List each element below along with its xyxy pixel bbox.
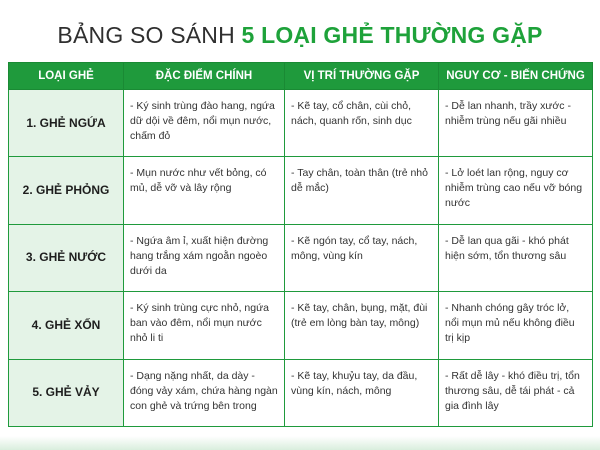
row-risk: - Dễ lan qua gãi - khó phát hiện sớm, tổn thương sâu [439, 224, 593, 291]
row-features: - Ký sinh trùng đào hang, ngứa dữ dội về đêm, nổi mụn nước, chấm đỏ [124, 90, 285, 157]
row-location: - Tay chân, toàn thân (trẻ nhỏ dễ mắc) [285, 157, 439, 224]
table-row [9, 224, 593, 291]
footer-gradient-bar [0, 436, 600, 450]
header-features: ĐẶC ĐIỂM CHÍNH [124, 63, 285, 90]
comparison-table-wrapper [8, 62, 592, 427]
row-location: - Kẽ tay, khuỷu tay, da đầu, vùng kín, nách, mông [285, 359, 439, 426]
header-type: LOẠI GHẺ [9, 63, 124, 90]
title-accent: 5 LOẠI GHẺ THƯỜNG GẶP [241, 22, 543, 48]
row-name: 1. GHẺ NGỨA [9, 90, 124, 157]
comparison-table [8, 62, 593, 427]
row-features: - Dạng nặng nhất, da dày - đóng vảy xám, chứa hàng ngàn con ghẻ và trứng bên trong [124, 359, 285, 426]
row-features: - Ký sinh trùng cực nhỏ, ngứa ban vào đêm, nổi mụn nước nhỏ li ti [124, 292, 285, 359]
row-risk: - Dễ lan nhanh, trầy xước - nhiễm trùng nếu gãi nhiều [439, 90, 593, 157]
row-features: - Mụn nước như vết bỏng, có mủ, dễ vỡ và lây rộng [124, 157, 285, 224]
row-name: 3. GHẺ NƯỚC [9, 224, 124, 291]
row-location: - Kẽ ngón tay, cổ tay, nách, mông, vùng kín [285, 224, 439, 291]
table-header-row [9, 63, 593, 90]
row-risk: - Lở loét lan rộng, nguy cơ nhiễm trùng cao nếu vỡ bóng nước [439, 157, 593, 224]
page-title [0, 22, 600, 49]
row-risk: - Rất dễ lây - khó điều trị, tổn thương sâu, dễ tái phát - cả gia đình lây [439, 359, 593, 426]
row-name: 4. GHẺ XỐN [9, 292, 124, 359]
table-row [9, 90, 593, 157]
row-location: - Kẽ tay, cổ chân, cùi chỏ, nách, quanh rốn, sinh dục [285, 90, 439, 157]
title-prefix: BẢNG SO SÁNH [57, 22, 242, 48]
row-features: - Ngứa âm ỉ, xuất hiện đường hang trắng xám ngoằn ngoèo dưới da [124, 224, 285, 291]
header-location: VỊ TRÍ THƯỜNG GẶP [285, 63, 439, 90]
row-name: 2. GHẺ PHỎNG [9, 157, 124, 224]
header-risk: NGUY CƠ - BIẾN CHỨNG [439, 63, 593, 90]
table-row [9, 292, 593, 359]
row-name: 5. GHẺ VẢY [9, 359, 124, 426]
row-location: - Kẽ tay, chân, bụng, mặt, đùi (trẻ em lòng bàn tay, mông) [285, 292, 439, 359]
row-risk: - Nhanh chóng gây tróc lở, nổi mụn mủ nếu không điều trị kịp [439, 292, 593, 359]
table-row [9, 157, 593, 224]
table-row [9, 359, 593, 426]
